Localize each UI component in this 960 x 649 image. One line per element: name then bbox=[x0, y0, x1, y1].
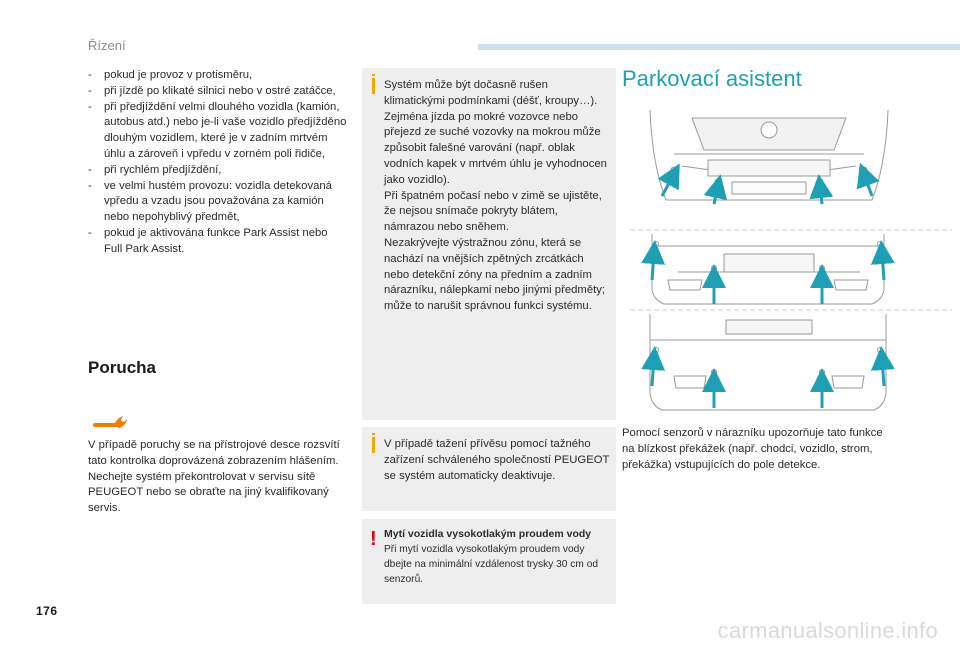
rear-bumper-drawing bbox=[652, 234, 884, 304]
list-item: - při rychlém předjíždění, bbox=[88, 163, 348, 179]
warning-box-washing bbox=[362, 519, 616, 604]
fault-text bbox=[88, 438, 350, 517]
wrench-icon bbox=[92, 404, 128, 430]
info-icon bbox=[372, 78, 375, 94]
list-item: - pokud je provoz v protisměru, bbox=[88, 68, 348, 84]
header-bar bbox=[478, 44, 960, 50]
warning-title: Mytí vozidla vysokotlakým proudem vody bbox=[384, 528, 592, 540]
conditions-list-column bbox=[88, 68, 348, 258]
parking-assist-heading: Parkovací asistent bbox=[622, 66, 802, 91]
parking-assist-description: Pomocí senzorů v nárazníku upozorňuje tato funkce na blízkost překážek (např. chodci, vozidlo, strom, překážka) vstupujících do pole detekce. bbox=[622, 427, 883, 471]
info-paragraph: Systém může být dočasně rušen klimatickými podmínkami (déšť, kroupy…). Zejména jízda po mokré vozovce nebo přejezd ze suché vozovky na mokrou může způsobit falešné varování (např. oblak vodních kapek v mrtvém úhlu je vyhodnocen jako vozidlo). bbox=[384, 79, 607, 186]
fault-heading: Porucha bbox=[88, 358, 157, 377]
exclamation-icon: ! bbox=[370, 528, 377, 550]
page-number: 176 bbox=[36, 604, 58, 618]
list-item: - při jízdě po klikaté silnici nebo v ostré zatáčce, bbox=[88, 84, 348, 100]
bumper-sensors-illustration bbox=[622, 104, 952, 416]
conditions-list bbox=[88, 68, 348, 258]
info-paragraph: Při špatném počasí nebo v zimě se ujistěte, že nejsou snímače pokryty blátem, námrazou nebo sněhem. bbox=[384, 189, 602, 234]
warning-body: Při mytí vozidla vysokotlakým proudem vody dbejte na minimální vzdálenost trysky 30 cm od senzorů. bbox=[384, 544, 599, 585]
info-box-text: V případě tažení přívěsu pomocí tažného zařízení schváleného společností PEUGEOT se systém automaticky deaktivuje. bbox=[384, 438, 610, 482]
rear-bumper-drawing-2 bbox=[650, 314, 886, 410]
section-title: Řízení bbox=[88, 38, 126, 53]
list-item: - pokud je aktivována funkce Park Assist nebo Full Park Assist. bbox=[88, 226, 348, 258]
info-box-trailer bbox=[362, 427, 616, 511]
fault-text-1: V případě poruchy se na přístrojové desce rozsvítí tato kontrolka doprovázená zobrazením hlášením. bbox=[88, 439, 340, 467]
list-item: - ve velmi hustém provozu: vozidla detekovaná vpředu a vzadu jsou považována za kamión nebo nepohyblivý předmět, bbox=[88, 179, 348, 226]
watermark: carmanualsonline.info bbox=[717, 618, 938, 643]
info-icon bbox=[372, 437, 375, 453]
rear-sensor-arrows-2 bbox=[652, 358, 884, 408]
fault-text-2: Nechejte systém překontrolovat v servisu sítě PEUGEOT nebo se obraťte na jiný kvalifikovaný servis. bbox=[88, 470, 329, 515]
list-item: - při předjíždění velmi dlouhého vozidla (kamión, autobus atd.) nebo je-li vaše vozidlo předjížděno dlouhým vozidlem, které je v zadním mrtvém úhlu a zároveň i vpředu v zorném poli řidiče, bbox=[88, 100, 348, 163]
info-paragraph: Nezakrývejte výstražnou zónu, která se nachází na vnějších zpětných zrcátkách nebo detekční zóny na předním a zadním nárazníku, nálepkami nebo jinými předměty; může to narušit správnou funkci systému. bbox=[384, 236, 606, 313]
front-bumper-drawing bbox=[650, 110, 888, 200]
warning-box-text bbox=[384, 527, 610, 587]
info-box-text bbox=[384, 78, 610, 315]
info-box-weather bbox=[362, 68, 616, 420]
